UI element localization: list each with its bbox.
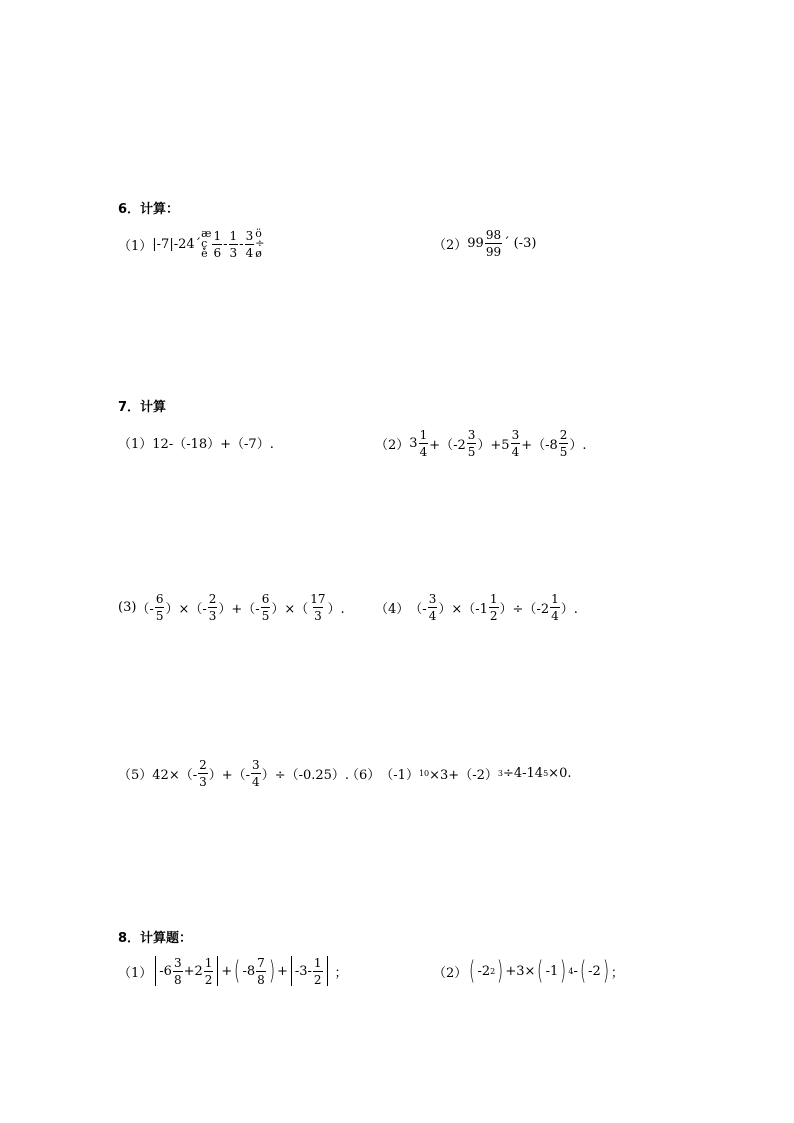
q8-problem-1 [118,952,348,990]
paren-right: ) [268,956,275,986]
problem-label: （1） [118,436,153,452]
problem-label: （5） [118,767,153,783]
q6-problem-1 [118,227,264,261]
q7-problem-6 [346,763,571,783]
fraction: $\frac{3}{8}$ [173,955,182,987]
fraction: $\frac{1}{3}$ [229,228,238,260]
abs-bar [291,956,292,986]
fraction: $\frac{1}{6}$ [213,228,222,260]
fraction: $\frac{3}{5}$ [467,427,476,459]
expr-part: ）×（-1 [438,601,488,617]
q7-problem-2 [375,426,587,460]
problem-label: （6） [346,767,381,783]
fraction: $\frac{1}{2}$ [489,591,498,623]
fraction: $\frac{1}{4}$ [551,591,559,623]
question-7-title: 7．计算 [118,400,167,415]
expr-part: -2 [588,963,601,979]
paren-left: ( [537,956,544,986]
problem-label: （2） [433,965,468,981]
expr-part: ； [610,965,624,981]
expr-part: （-1） [380,767,419,783]
expr-part: |-7|-24 [152,236,195,252]
problem-label: （1） [118,238,153,254]
q7-problem-4 [375,590,578,624]
paren-right: ) [602,956,609,986]
paren-right: ) [497,956,504,986]
fraction: $\frac{2}{5}$ [559,427,568,459]
expr-part: （- [136,601,154,617]
q7-problem-3 [118,590,345,624]
expr-part: +（-2 [429,437,466,453]
expr-part: ×3+（-2） [429,767,498,783]
fraction: $\frac{6}{5}$ [155,591,164,623]
problem-label: （2） [433,237,468,253]
expr-part: ）+5 [477,437,510,453]
exponent: 10 [418,768,430,778]
expr-part: ）. [569,437,587,453]
expr-part: +（-8 [521,437,558,453]
q6-problem-2 [433,226,536,260]
paren-left: ( [579,956,587,986]
expr-part: ）÷（-2 [499,601,550,617]
expr-part: ）+（- [218,601,260,617]
exponent: 5 [543,768,549,778]
expr-part: + [221,963,233,979]
expr-part: +3× [505,963,536,979]
abs-bar [327,956,328,986]
q8-problem-2 [433,956,624,986]
paren-left: ( [469,956,476,986]
expr-part: ）×（ [271,601,309,617]
fraction: $\frac{3}{4}$ [245,228,254,260]
expr-part: ）. [560,601,578,617]
fraction: $\frac{6}{5}$ [261,591,270,623]
fraction: $\frac{7}{8}$ [257,955,265,987]
expr-part: (-3) [513,235,537,251]
fraction: $\frac{3}{4}$ [252,757,260,789]
expr-part: -3- [294,963,312,979]
expr-part: ÷4-14 [502,765,544,781]
expr-part: -8 [242,963,256,979]
expr-part: ； [334,965,348,981]
exponent: 4 [568,966,574,976]
whole-number: 3 [409,435,418,451]
minus-symbol: - [223,236,228,252]
fraction: $\frac{1}{2}$ [204,955,213,987]
expr-part: ）×（- [165,601,207,617]
fraction: $\frac{1}{2}$ [313,955,322,987]
exponent: 3 [497,768,503,778]
minus-symbol: - [239,236,244,252]
fraction: $\frac{17}{3}$ [310,591,326,623]
expr-part: - [573,963,578,979]
times-symbol: ´ [194,236,202,252]
q7-problem-1 [118,432,274,452]
garbled-bracket-right: ö ÷ ø [255,227,265,260]
expr-part: -2 [477,963,491,979]
problem-label: (3) [118,599,137,615]
question-6-title: 6．计算： [118,202,180,217]
fraction: $\frac{2}{3}$ [208,591,217,623]
paren-left: ( [234,956,241,986]
fraction: $\frac{3}{4}$ [428,591,437,623]
expr-part: ）÷（-0.25）. [261,767,350,783]
expr-part: （- [409,601,427,617]
fraction: $\frac{3}{4}$ [511,427,520,459]
fraction: $\frac{2}{3}$ [199,757,207,789]
times-symbol: ´ [503,235,510,251]
problem-label: （1） [118,965,153,981]
question-8-title: 8．计算题： [118,931,193,946]
abs-bar [155,956,156,986]
abs-bar [217,956,218,986]
problem-label: （4） [375,601,410,617]
expr-part: ）+（- [208,767,251,783]
paren-right: ) [560,956,567,986]
expr-part: ×0. [548,765,572,781]
expr-part: + [276,963,288,979]
expr-part: ）. [327,601,345,617]
expr-part: +2 [183,963,203,979]
fraction: $\frac{1}{4}$ [419,427,428,459]
expr: 12-（-18）+（-7）. [152,436,274,452]
q7-problem-5 [118,756,349,790]
expr-part: 42×（- [152,767,198,783]
problem-label: （2） [375,437,410,453]
garbled-bracket-left: æ ç è [201,227,212,260]
expr-part: -1 [545,963,559,979]
expr-part: -6 [159,963,172,979]
fraction: $\frac{98}{99}$ [485,227,502,259]
exponent: 2 [490,966,496,976]
whole-number: 99 [467,235,484,251]
